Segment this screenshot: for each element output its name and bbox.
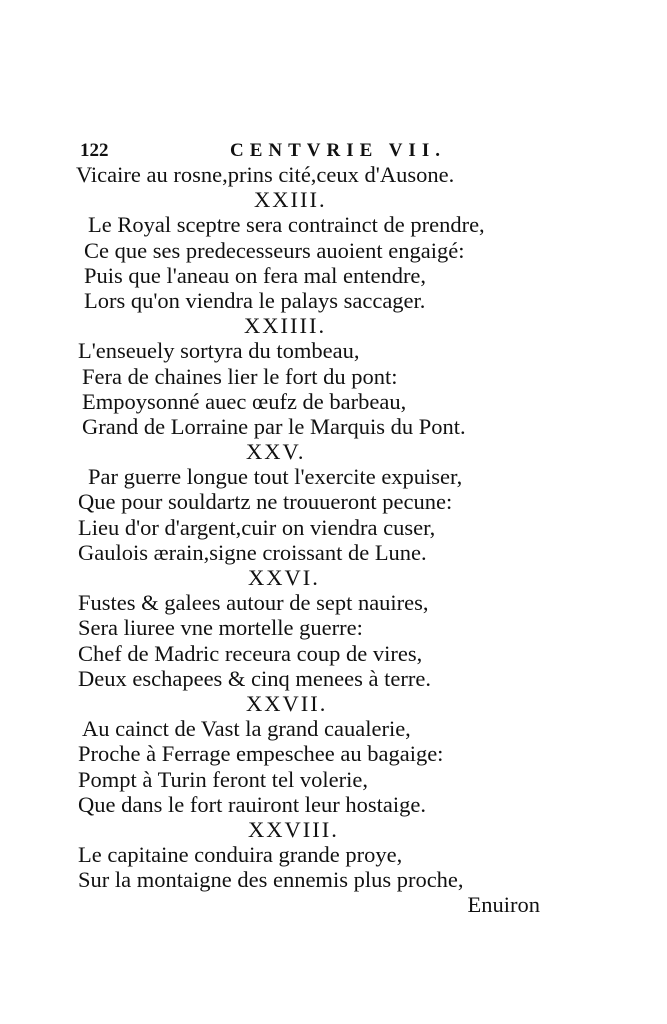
verse-line: Puis que l'aneau on fera mal entendre, xyxy=(84,262,427,288)
verse-line: Le Royal sceptre sera contrainct de prendre, xyxy=(88,212,485,238)
verse-line: L'enseuely sortyra du tombeau, xyxy=(78,338,360,364)
verse-line: Vicaire au rosne,prins cité,ceux d'Ausone. xyxy=(76,162,455,187)
verse-line: Proche à Ferrage empeschee au bagaige: xyxy=(78,741,444,767)
running-title: CENTVRIE VII. xyxy=(230,140,446,161)
verse-text-block xyxy=(76,162,556,918)
verse-line: Pompt à Turin feront tel volerie, xyxy=(78,766,368,792)
page-number: 122 xyxy=(80,140,109,161)
quatrain-number: XXIII. xyxy=(254,187,327,213)
verse-line: Empoysonné auec œufz de barbeau, xyxy=(82,388,407,414)
catchword: Enuiron xyxy=(467,892,540,918)
verse-line: Sera liuree vne mortelle guerre: xyxy=(78,615,363,641)
verse-line: Fustes & galees autour de sept nauires, xyxy=(78,590,429,616)
quatrain-number: XXVIII. xyxy=(248,816,339,842)
quatrain-number: XXV. xyxy=(246,439,306,465)
verse-line: Gaulois ærain,signe croissant de Lune. xyxy=(78,539,427,565)
verse-line: Le capitaine conduira grande proye, xyxy=(78,842,403,868)
verse-line: Ce que ses predecesseurs auoient engaigé: xyxy=(84,237,465,263)
verse-line: Chef de Madric receura coup de vires, xyxy=(78,640,423,666)
quatrain-number: XXVI. xyxy=(248,565,320,590)
verse-line: Par guerre longue tout l'exercite expuiser, xyxy=(88,464,463,490)
verse-line: Lors qu'on viendra le palays saccager. xyxy=(84,287,426,313)
quatrain-number: XXIIII. xyxy=(244,313,327,339)
verse-line: Sur la montaigne des ennemis plus proche, xyxy=(78,867,464,893)
verse-line: Que dans le fort rauiront leur hostaige. xyxy=(78,791,427,817)
verse-line: Fera de chaines lier le fort du pont: xyxy=(82,363,398,389)
verse-line: Deux eschapees & cinq menees à terre. xyxy=(78,665,431,691)
verse-line: Lieu d'or d'argent,cuir on viendra cuser, xyxy=(78,514,436,540)
verse-line: Grand de Lorraine par le Marquis du Pont. xyxy=(82,413,466,439)
verse-line: Au cainct de Vast la grand caualerie, xyxy=(82,716,411,742)
quatrain-number: XXVII. xyxy=(246,690,328,716)
verse-line: Que pour souldartz ne trouueront pecune: xyxy=(78,489,453,515)
